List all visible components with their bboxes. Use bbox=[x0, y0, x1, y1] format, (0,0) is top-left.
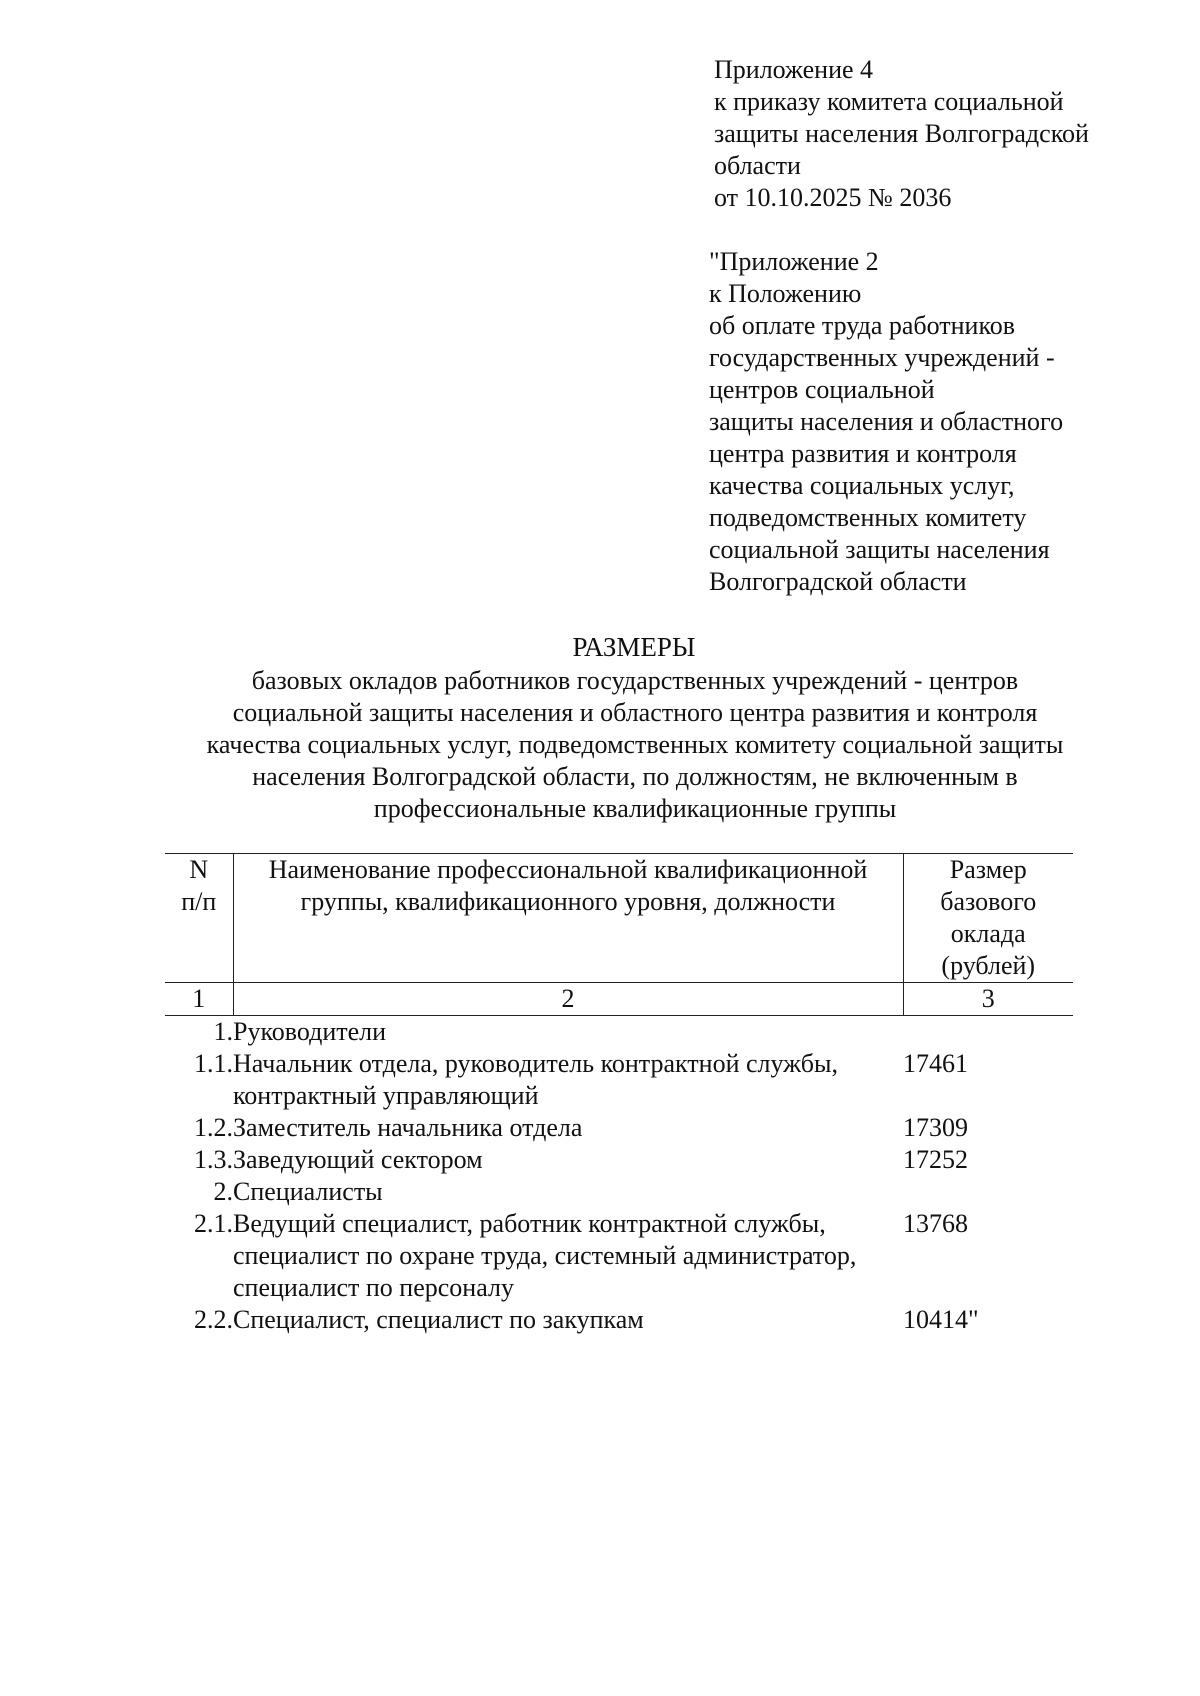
table-header-row bbox=[165, 854, 1073, 983]
table-row bbox=[165, 1176, 1073, 1208]
salary-table bbox=[165, 853, 1073, 1336]
table-row bbox=[165, 1208, 1073, 1304]
row-name: Руководители bbox=[233, 1017, 387, 1046]
row-num: 1.2. bbox=[194, 1113, 233, 1142]
table-row bbox=[165, 1144, 1073, 1176]
row-num: 1.1. bbox=[194, 1049, 233, 1078]
document-subtitle: базовых окладов работников государственных учреждений - центров социальной защиты населения и областного центра развития и контроля качества социальных услуг, подведомственных комитету социальной защиты населения Волгоградской области, по должностям, не включенным в профессиональные квалификационные группы bbox=[206, 666, 1064, 823]
row-salary bbox=[903, 1016, 1073, 1049]
row-num: 1.3. bbox=[194, 1145, 233, 1174]
document-title: РАЗМЕРЫ bbox=[572, 632, 696, 662]
header-salary: Размер базового оклада (рублей) bbox=[903, 854, 1073, 983]
row-name: Специалисты bbox=[233, 1177, 383, 1206]
table-row bbox=[165, 1016, 1073, 1049]
row-name: Заведующий сектором bbox=[233, 1145, 483, 1174]
row-name: Ведущий специалист, работник контрактной службы, специалист по охране труда, системный администратор, специалист по персоналу bbox=[233, 1209, 857, 1302]
row-salary: 17461 bbox=[903, 1049, 968, 1078]
table-row bbox=[165, 1304, 1073, 1336]
appendix-2-header: "Приложение 2 к Положению об оплате труда работников государственных учреждений - центров социальной защиты населения и областного центра развития и контроля качества социальных услуг, подведомственных комитету социальной защиты населения Волгоградской области bbox=[709, 247, 1064, 596]
row-name: Заместитель начальника отдела bbox=[233, 1113, 583, 1142]
row-num: 2.1. bbox=[194, 1209, 233, 1238]
row-salary: 10414" bbox=[903, 1305, 979, 1334]
appendix-4-header: Приложение 4 к приказу комитета социальной защиты населения Волгоградской области от 10.10.2025 № 2036 bbox=[714, 55, 1089, 212]
row-num: 2. bbox=[213, 1177, 233, 1206]
row-name: Специалист, специалист по закупкам bbox=[233, 1305, 644, 1334]
table-row bbox=[165, 1112, 1073, 1144]
index-cell: 1 bbox=[165, 983, 233, 1016]
row-name: Начальник отдела, руководитель контрактной службы, контрактный управляющий bbox=[233, 1049, 838, 1110]
row-salary bbox=[903, 1176, 1073, 1208]
row-salary: 17252 bbox=[903, 1145, 968, 1174]
row-salary: 13768 bbox=[903, 1209, 968, 1238]
header-num: N п/п bbox=[165, 854, 233, 983]
row-num: 2.2. bbox=[194, 1305, 233, 1334]
header-name: Наименование профессиональной квалификационной группы, квалификационного уровня, должности bbox=[233, 854, 903, 983]
table-index-row bbox=[165, 983, 1073, 1016]
index-cell: 2 bbox=[233, 983, 903, 1016]
table-row bbox=[165, 1048, 1073, 1112]
row-salary: 17309 bbox=[903, 1113, 968, 1142]
row-num: 1. bbox=[213, 1017, 233, 1046]
index-cell: 3 bbox=[903, 983, 1073, 1016]
